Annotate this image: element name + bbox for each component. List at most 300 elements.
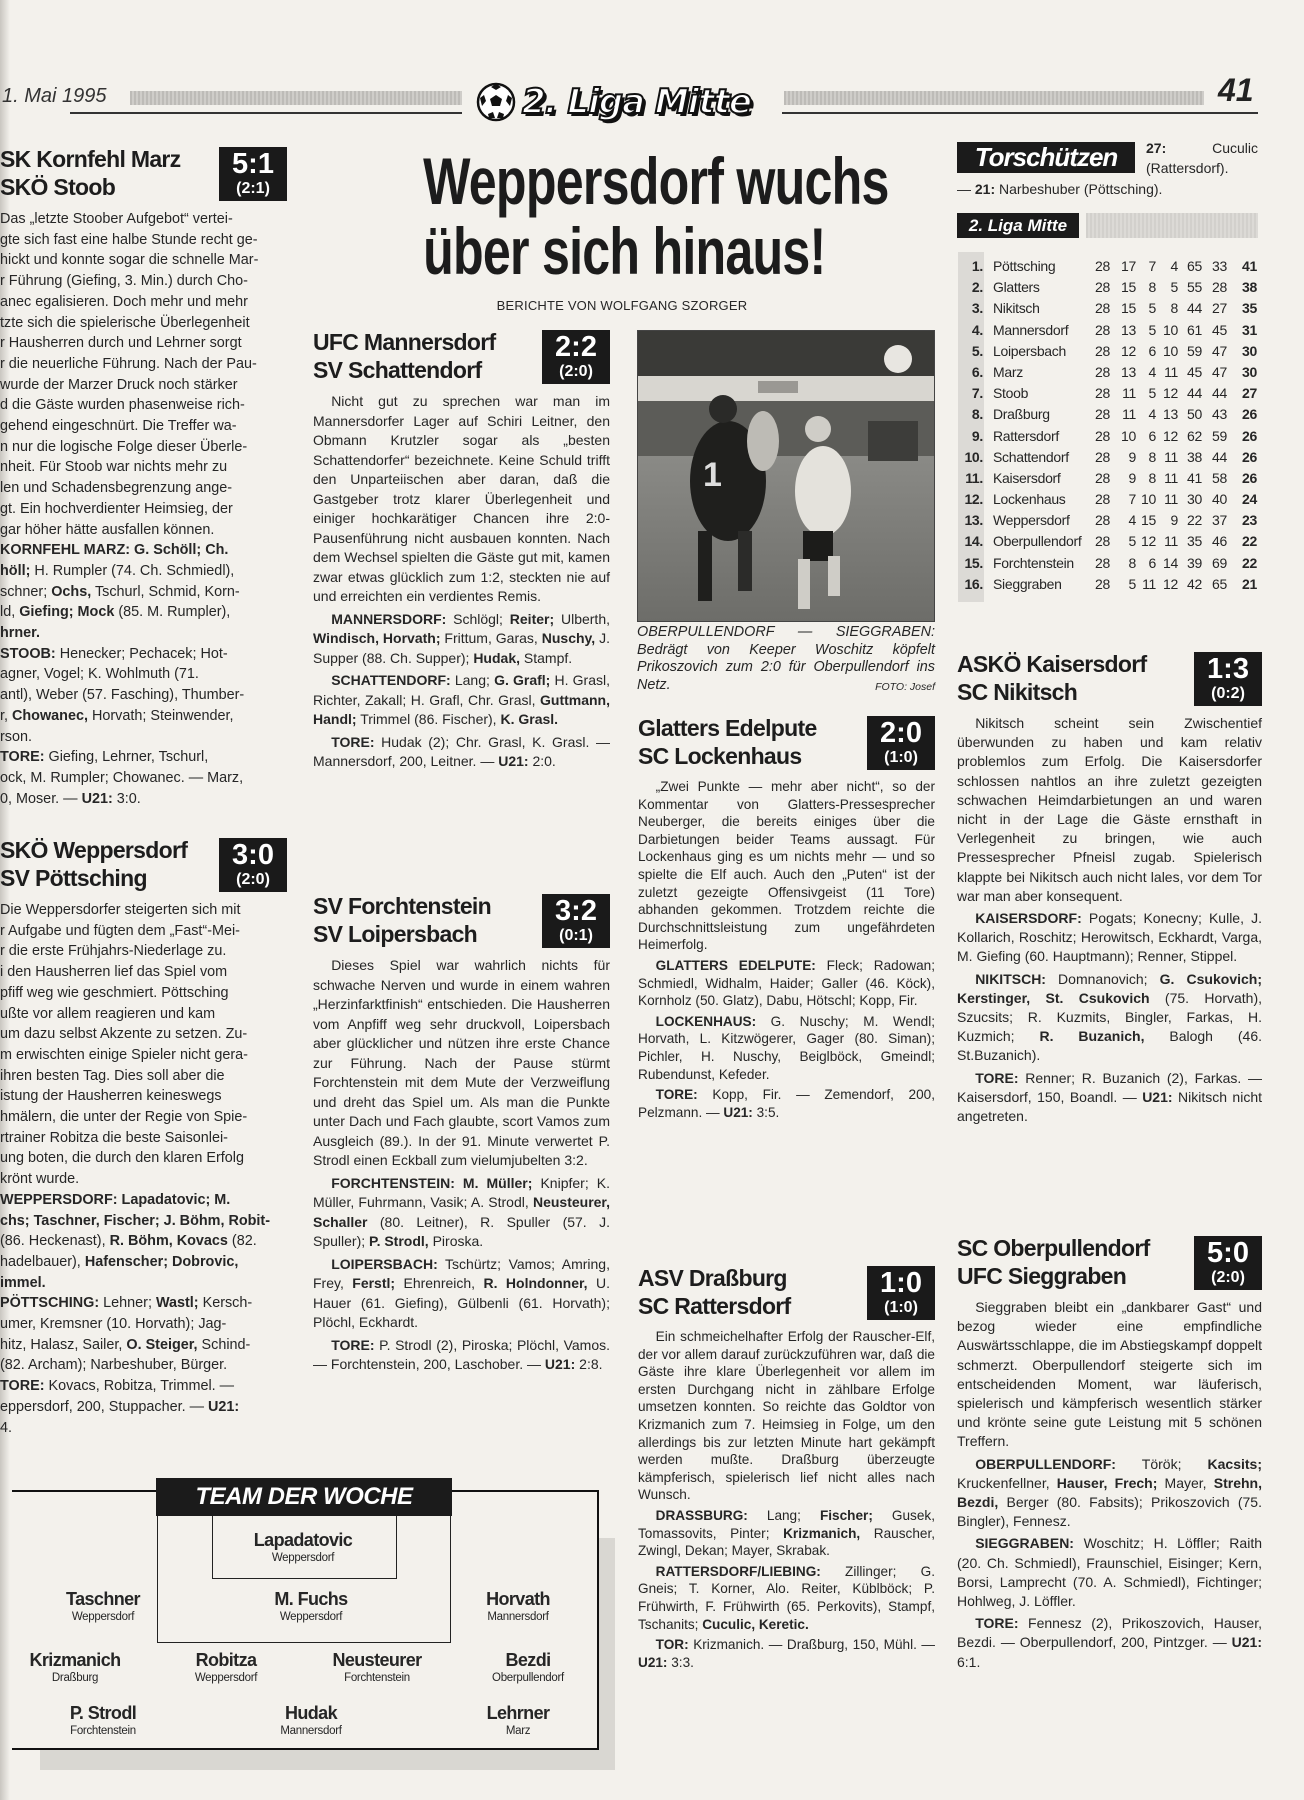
cell-rank: 4. [971, 321, 983, 338]
report-text [957, 714, 1262, 906]
text: (86. Heckenast), [0, 1233, 110, 1250]
cell-team: Stoob [993, 385, 1029, 402]
cell-losses: 12 [1163, 575, 1178, 592]
photo-credit: FOTO: Josef [875, 680, 935, 693]
cell-played: 28 [1095, 575, 1110, 592]
cell-goals-against: 47 [1212, 363, 1227, 380]
section-logo [476, 78, 776, 126]
lineup-paragraph [957, 1534, 1262, 1611]
text: r Aufgabe und fügten dem „Fast“-Mei- [0, 922, 240, 939]
text-line [0, 1086, 287, 1107]
text-line [0, 271, 287, 292]
top-scorer-goals: 21: [974, 181, 996, 197]
bold-text: TORE: [331, 733, 375, 750]
standings-row [958, 489, 1258, 510]
text-line [0, 1355, 287, 1376]
cell-losses: 11 [1164, 363, 1178, 380]
bold-text: höll; [0, 562, 31, 579]
lineup-paragraph [313, 610, 610, 669]
lineup-paragraph [957, 970, 1262, 1066]
text: eppersdorf, 200, Stuppacher. — [0, 1398, 208, 1415]
player [453, 1650, 603, 1686]
text: ußte vor allem reagieren und kam [0, 1005, 216, 1022]
cell-goals-against: 28 [1212, 279, 1227, 296]
cell-wins: 10 [1121, 427, 1136, 444]
score-box [219, 838, 287, 892]
main-headline [360, 144, 889, 288]
score-box [1194, 1236, 1262, 1290]
bold-text: RATTERSDORF/LIEBING: [655, 1563, 821, 1579]
score-box [1194, 652, 1262, 706]
cell-losses: 11 [1164, 448, 1178, 465]
cell-played: 28 [1095, 300, 1110, 317]
text: Török; [1115, 1455, 1208, 1472]
text: rtrainer Robitza die beste Saisonlei- [0, 1129, 228, 1146]
cell-draws: 5 [1148, 300, 1156, 317]
text: 2:8. [575, 1356, 603, 1372]
text: Stampf. [520, 649, 573, 666]
text: r, [0, 707, 12, 724]
player-club: Draßburg [51, 1672, 99, 1684]
cell-played: 28 [1095, 363, 1110, 380]
bold-text: SIEGGRABEN: [975, 1535, 1074, 1552]
player-club: Oberpullendorf [492, 1672, 564, 1684]
text: Pogats; Konecny; Kulle, J. Kollarich, Roschitz; Herowitsch, Eckhardt, Varga, M. Giefing (60. Hauptmann); Renner, Stippel. [957, 910, 1262, 965]
issue-date: 1. Mai 1995 [2, 85, 107, 107]
cell-goals-for: 44 [1187, 385, 1202, 402]
bold-text: KAISERSDORF: [975, 910, 1082, 927]
text-line [0, 499, 287, 520]
lineup-paragraph [313, 671, 610, 730]
bold-text: STOOB: [0, 645, 56, 662]
report-text [957, 1298, 1262, 1452]
svg-text:1: 1 [703, 456, 722, 494]
bold-text: WEPPERSDORF: Lapadatovic; M. [0, 1191, 231, 1208]
cell-points: 31 [1242, 321, 1257, 338]
text: Lang; [747, 1507, 820, 1523]
cell-draws: 11 [1142, 575, 1156, 592]
score-box [542, 894, 610, 948]
final-score: 2:0 [880, 717, 922, 749]
cell-goals-for: 59 [1187, 342, 1202, 359]
bold-text: TOR: [655, 1637, 689, 1653]
text-line [0, 602, 287, 623]
cell-goals-for: 65 [1187, 258, 1202, 274]
bold-text: Reiter; [509, 610, 555, 627]
lineup-paragraph [957, 1614, 1262, 1672]
photo-caption-text: OBERPULLENDORF — SIEGGRABEN: Bedrägt von Keeper Woschitz köpfelt Prikoszovich zum 2:0 für Oberpullendorf ins Netz. [637, 624, 935, 693]
match-report-marz-stoob [0, 145, 287, 809]
score-box [867, 1266, 935, 1320]
bold-text: SCHATTENDORF: [331, 672, 451, 688]
cell-team: Weppersdorf [993, 512, 1070, 529]
player [28, 1703, 178, 1739]
cell-draws: 8 [1148, 279, 1156, 296]
text-line [0, 250, 287, 271]
text: (82. [227, 1233, 257, 1250]
cell-wins: 8 [1128, 554, 1136, 571]
halftime-score: (0:1) [559, 927, 593, 944]
text-line [0, 747, 287, 768]
cell-goals-against: 40 [1212, 491, 1227, 508]
cell-played: 28 [1095, 448, 1110, 465]
bold-text: U21: [544, 1356, 576, 1372]
cell-team: Nikitsch [993, 300, 1040, 317]
text-line [0, 962, 287, 983]
player [151, 1650, 301, 1686]
lineup-paragraph [638, 1086, 935, 1121]
standings-table [958, 256, 1258, 595]
match-header [957, 650, 1262, 708]
text-line [0, 941, 287, 962]
halftime-score: (0:2) [1211, 685, 1245, 702]
report-body [957, 1298, 1262, 1672]
cell-points: 41 [1242, 258, 1257, 274]
cell-goals-against: 27 [1212, 300, 1227, 317]
match-report-forchtenstein-loipersbach [313, 892, 610, 1378]
halftime-score: (2:1) [236, 180, 270, 197]
text: Renner; R. Buzanich (2), Farkas. — Kaisersdorf, 150, Boandl. — [957, 1069, 1262, 1105]
player-club: Forchtenstein [70, 1725, 136, 1737]
text-line [0, 230, 287, 251]
cell-played: 28 [1095, 406, 1110, 423]
text: hadelbauer), [0, 1253, 85, 1270]
text-line [0, 664, 287, 685]
bold-text: PÖTTSCHING: [0, 1295, 100, 1312]
text-line [0, 1190, 287, 1211]
text: Ein schmeichelhafter Erfolg der Rauscher-Elf, der vor allem darauf zurückzuführen war, daß die Gäste ihre klare Überlegenheit vor allem im ersten Durchgang nicht in zählbare Erfolge umsetzen konnten. So reichte das Goldtor von Krizmanich zum 7. Heimsieg in Folge, um den allerdings bis zur letzten Minute hart gekämpft werden mußte. Draßburg überzeugte kämpferisch, spielerisch lief nicht alles nach Wunsch. [638, 1329, 935, 1503]
cell-points: 24 [1242, 491, 1257, 508]
text: i den Hausherren lief das Spiel vom [0, 964, 228, 981]
lineup-paragraph [957, 1069, 1262, 1127]
text-line [0, 209, 287, 230]
header-bar-right [784, 91, 1204, 105]
standings-row [958, 426, 1258, 447]
cell-points: 23 [1242, 512, 1257, 529]
away-team: SV Schattendorf [313, 357, 482, 383]
byline: BERICHTE VON WOLFGANG SZORGER [496, 298, 748, 313]
cell-goals-for: 35 [1187, 533, 1202, 550]
cell-losses: 12 [1163, 385, 1178, 402]
cell-team: Mannersdorf [993, 321, 1069, 338]
bold-text: U21: [638, 1654, 668, 1670]
cell-goals-for: 44 [1187, 300, 1202, 317]
lineup-paragraph [957, 909, 1262, 967]
cell-rank: 7. [971, 385, 983, 402]
player-name: Neusteurer [332, 1650, 422, 1670]
player-club: Mannersdorf [280, 1725, 342, 1737]
player-club: Weppersdorf [271, 1552, 335, 1564]
text-line [0, 900, 287, 921]
report-text [638, 778, 935, 954]
text-line [0, 768, 287, 789]
text: 2:0. [528, 753, 556, 769]
text: hickt und konnte sogar die schnelle Mar- [0, 252, 259, 269]
cell-team: Draßburg [993, 406, 1050, 423]
cell-points: 26 [1242, 448, 1257, 465]
cell-team: Pöttsching [993, 258, 1056, 274]
home-team: SC Oberpullendorf [957, 1235, 1150, 1261]
text: Lehner; [99, 1295, 156, 1312]
bold-text: MANNERSDORF: [331, 610, 447, 627]
text-line [0, 1293, 287, 1314]
score-box [542, 330, 610, 384]
cell-losses: 8 [1170, 300, 1178, 317]
match-header [957, 1234, 1262, 1292]
cell-team: Marz [993, 363, 1023, 380]
player-name: Robitza [195, 1650, 257, 1670]
player-club: Marz [505, 1725, 531, 1737]
cell-rank: 1. [971, 258, 983, 274]
lineup-paragraph [313, 733, 610, 772]
final-score: 1:3 [1207, 653, 1249, 685]
text: agner, Vogel; K. Wohlmuth (71. [0, 666, 199, 683]
cell-played: 28 [1095, 385, 1110, 402]
cell-played: 28 [1095, 512, 1110, 529]
cell-goals-against: 33 [1212, 258, 1227, 274]
bold-text: Strehn, Bezdi, [957, 1474, 1262, 1511]
headline-line-1: Weppersdorf wuchs [423, 144, 889, 218]
cell-draws: 4 [1148, 406, 1156, 423]
text-line [0, 983, 287, 1004]
top-scorer-first [1146, 138, 1258, 178]
bold-text: TORE: [655, 1087, 698, 1103]
cell-wins: 11 [1122, 385, 1136, 402]
cell-points: 26 [1242, 469, 1257, 486]
bold-text: Ferstl; [352, 1275, 396, 1291]
match-header [638, 714, 935, 772]
text-line [0, 354, 287, 375]
cell-points: 30 [1242, 363, 1257, 380]
cell-rank: 9. [971, 427, 983, 444]
cell-draws: 15 [1141, 512, 1156, 529]
text: n nur die logische Folge dieser Überle- [0, 438, 248, 455]
text: Domnanovich; [1045, 970, 1160, 987]
text-line [0, 1273, 287, 1294]
bold-text: OBERPULLENDORF: [975, 1455, 1116, 1472]
cell-team: Glatters [993, 279, 1040, 296]
home-team: UFC Mannersdorf [313, 329, 496, 355]
text-line [0, 1128, 287, 1149]
bold-text: KORNFEHL MARZ: G. Schöll; Ch. [0, 542, 229, 559]
home-team: SV Forchtenstein [313, 893, 491, 919]
bold-text: DRASSBURG: [655, 1507, 748, 1523]
text: anec egalisieren. Doch mehr und mehr [0, 293, 248, 310]
text-line [0, 582, 287, 603]
match-report-mannersdorf-schattendorf [313, 328, 610, 775]
text: Das „letzte Stoober Aufgebot“ vertei- [0, 211, 233, 227]
match-report-kaisersdorf-nikitsch [957, 650, 1262, 1129]
text-line [0, 1314, 287, 1335]
cell-goals-for: 30 [1187, 491, 1202, 508]
text: Krizmanich. — Draßburg, 150, Mühl. — [688, 1637, 935, 1653]
cell-played: 28 [1095, 427, 1110, 444]
cell-rank: 14. [964, 533, 983, 550]
text-line [0, 1024, 287, 1045]
bold-text: TORE: [0, 1378, 45, 1395]
standings-row [958, 277, 1258, 298]
text-line [0, 623, 287, 644]
report-body [313, 956, 610, 1375]
text: gehend eingeschnürt. Die Treffer wa- [0, 418, 237, 435]
match-header [313, 328, 610, 386]
text: (75. Horvath), Szucsits; R. Kuzmits, Bingler, Farkas, H. Kuzmich; [957, 989, 1262, 1045]
text: 0, Moser. — [0, 790, 82, 807]
player-club: Weppersdorf [279, 1611, 343, 1623]
text: Knipfer; K. Müller, Fuhrmann, Vasik; A. Strodl, [313, 1174, 610, 1210]
text-line [0, 789, 287, 810]
player-club: Forchtenstein [344, 1672, 410, 1684]
player-name: Lapadatovic [253, 1530, 353, 1550]
cell-points: 26 [1242, 406, 1257, 423]
text: Nicht gut zu sprechen war man im Mannersdorfer Lager auf Schiri Leitner, den Obmann Krutzler sogar als „besten Schattendorfer“ bezeichnete. Keine Schuld trifft den Unparteiischen aber daran, daß die Gastgeber trotz klarer Überlegenheit und einiger hochkarätiger Chancen ihre 2:0-Pausenführung nicht ausbauen konnten. Nach dem Wechsel spielten die Gäste gut mit, kamen zwar etwas glücklich zum 1:2, steckten nie auf und erreichten ein verdientes Remis. [313, 393, 610, 604]
text-line [0, 1376, 287, 1397]
cell-goals-against: 65 [1212, 575, 1227, 592]
text-line [0, 1252, 287, 1273]
text-line [0, 1004, 287, 1025]
cell-rank: 15. [964, 554, 983, 571]
cell-goals-against: 45 [1212, 321, 1227, 338]
bold-text: TORE: [975, 1615, 1019, 1632]
bold-text: Guttmann, Handl; [313, 691, 610, 727]
text-line [0, 921, 287, 942]
standings-row [958, 574, 1258, 595]
away-team: SV Pöttsching [0, 865, 147, 891]
lineup-paragraph [957, 1455, 1262, 1532]
home-team: SKÖ Weppersdorf [0, 837, 188, 863]
standings-row [958, 320, 1258, 341]
text: m erwischten einige Spieler nicht gera- [0, 1046, 248, 1063]
text: Die Weppersdorfer steigerten sich mit [0, 902, 241, 918]
text: Nikitsch scheint sein Zwischentief überwunden zu haben und kam relativ problemlos zum Erfolg. Die Kaisersdorfer schlossen nahtlos an ihre zuletzt gezeigten schwachen Heimdarbietungen an und waren nicht in der Lage die Gäste ernsthaft in Verlegenheit zu bringen, wie auch Pressesprecher Pfneisl zugab. Spielerisch klappte bei Nikitsch auch nicht lales, vor dem Tor war man aber konsequent. [957, 715, 1262, 904]
cell-rank: 5. [971, 342, 983, 359]
bold-text: chs; Taschner, Fischer; J. Böhm, Robit- [0, 1212, 271, 1229]
cell-wins: 13 [1121, 363, 1136, 380]
text-line [0, 333, 287, 354]
halftime-score: (1:0) [884, 749, 918, 766]
bold-text: TORE: [331, 1336, 375, 1353]
cell-goals-against: 69 [1212, 554, 1227, 571]
text: ock, M. Rumpler; Chowanec. — Marz, [0, 769, 244, 786]
cell-goals-against: 46 [1212, 533, 1227, 550]
text: Piroska. [428, 1233, 484, 1249]
text: pfiff weg wie geschmiert. Pöttsching [0, 984, 229, 1001]
cell-team: Rattersdorf [993, 427, 1059, 444]
text-line [0, 1107, 287, 1128]
standings-row [958, 341, 1258, 362]
cell-losses: 11 [1164, 469, 1178, 486]
cell-goals-against: 44 [1212, 385, 1227, 402]
player-name: P. Strodl [69, 1703, 137, 1723]
text: r die erste Frühjahrs-Niederlage zu. [0, 943, 227, 960]
player-name: Lehrner [486, 1703, 550, 1723]
bold-text: LOIPERSBACH: [331, 1255, 438, 1272]
cell-losses: 11 [1164, 491, 1178, 508]
text: um dazu selbst Akzente zu setzen. Zu- [0, 1026, 248, 1043]
cell-draws: 7 [1148, 258, 1156, 274]
cell-points: 26 [1242, 427, 1257, 444]
player [28, 1589, 178, 1625]
cell-played: 28 [1095, 321, 1110, 338]
text-line [0, 416, 287, 437]
cell-goals-for: 41 [1187, 469, 1202, 486]
top-scorer-second [957, 179, 1262, 199]
match-header [0, 145, 287, 203]
cell-losses: 13 [1163, 406, 1178, 423]
standings-title-bar [1086, 213, 1258, 238]
standings-row [958, 510, 1258, 531]
text-line [0, 313, 287, 334]
text: P. Strodl (2), Piroska; Plöchl, Vamos. — Forchtenstein, 200, Laschober. — [313, 1336, 610, 1372]
cell-draws: 5 [1148, 321, 1156, 338]
player-name: Hudak [284, 1703, 337, 1723]
cell-wins: 11 [1122, 406, 1136, 423]
text: gt. Ein hochverdienter Heimsieg, der [0, 500, 233, 517]
cell-wins: 9 [1128, 469, 1136, 486]
team-of-week-title: TEAM DER WOCHE [156, 1478, 452, 1516]
cell-rank: 16. [964, 575, 983, 592]
match-report-oberpullendorf-sieggraben [957, 1234, 1262, 1675]
bold-text: Fischer; [819, 1507, 873, 1523]
match-report-glatters-lockenhaus [638, 714, 935, 1124]
text: Sieggraben bleibt ein „dankbarer Gast“ und bezog wieder eine empfindliche Auswärtsschlappe, die im Abstiegskampf doppelt schmerzt. Oberpullendorf steigerte sich im entscheidenden Moment, war läuferisch, spielerisch und kämpferisch wesentlich stärker und krönte seine gute Leistung mit 5 schönen Treffern. [957, 1299, 1262, 1450]
text-line [0, 1418, 287, 1439]
top-scorer-name: Cuculic (Rattersdorf). [1146, 140, 1258, 176]
report-body [0, 209, 287, 809]
text-line [0, 1148, 287, 1169]
bold-text: GLATTERS EDELPUTE: [655, 957, 816, 973]
player-name: Bezdi [505, 1650, 551, 1670]
text: tzte sich die spielerische Überlegenheit [0, 314, 250, 331]
cell-goals-for: 50 [1187, 406, 1202, 423]
home-team: Glatters Edelpute [638, 715, 817, 741]
text: Fleck; Radowan; Schmiedl, Widhalm, Haider; Galler (46. Köck), Kornholz (50. Glatz), Dabu, Hötschl; Kopp, Fir. [638, 957, 935, 1009]
halftime-score: (1:0) [884, 1299, 918, 1316]
text-line [0, 1335, 287, 1356]
text: Ulberth, [554, 610, 610, 627]
cell-losses: 10 [1163, 342, 1178, 359]
text-line [0, 1066, 287, 1087]
halftime-score: (2:0) [236, 871, 270, 888]
text: d die Gäste wurden phasenweise rich- [0, 397, 245, 414]
text-line [0, 520, 287, 541]
bold-text: Krizmanich, [783, 1525, 861, 1541]
cell-wins: 5 [1128, 533, 1136, 550]
bold-text: Ochs, [51, 583, 92, 600]
score-box [219, 147, 287, 201]
cell-wins: 5 [1128, 575, 1136, 592]
report-body [313, 392, 610, 772]
text: Schind- [197, 1336, 251, 1353]
cell-draws: 4 [1148, 363, 1156, 380]
cell-rank: 3. [971, 300, 983, 317]
match-header [638, 1264, 935, 1322]
cell-draws: 8 [1148, 469, 1156, 486]
cell-goals-for: 45 [1187, 363, 1202, 380]
cell-rank: 2. [971, 279, 983, 296]
lineup-paragraph [638, 1636, 935, 1671]
bold-text: U21: [1142, 1088, 1173, 1105]
cell-wins: 9 [1128, 448, 1136, 465]
cell-wins: 17 [1121, 258, 1136, 274]
text: Dieses Spiel war wahrlich nichts für schwache Nerven und wurde in einem wahren „Herzinfarktfinish“ entschieden. Die Hausherren vom Anpfiff weg sehr druckvoll, Loipersbach aber glücklicher und nützen ihre erste Chance zur Führung. Nach der Pause stürmt Forchtenstein mit dem Mute der Verzweiflung und dreht das Spiel um. Als man die Punkte unter Dach und Fach glaubte, scort Vamos zum Ausgleich (89.). In der 91. Minute verwertet P. Strodl einen Eckball zum vielumjubelten 3:2. [313, 957, 610, 1168]
away-team: SKÖ Stoob [0, 174, 116, 200]
standings-row [958, 256, 1258, 277]
text: Balogh (46. St.Buzanich). [957, 1028, 1262, 1064]
halftime-score: (2:0) [1211, 1269, 1245, 1286]
text: 4. [0, 1419, 13, 1436]
text-line [0, 478, 287, 499]
